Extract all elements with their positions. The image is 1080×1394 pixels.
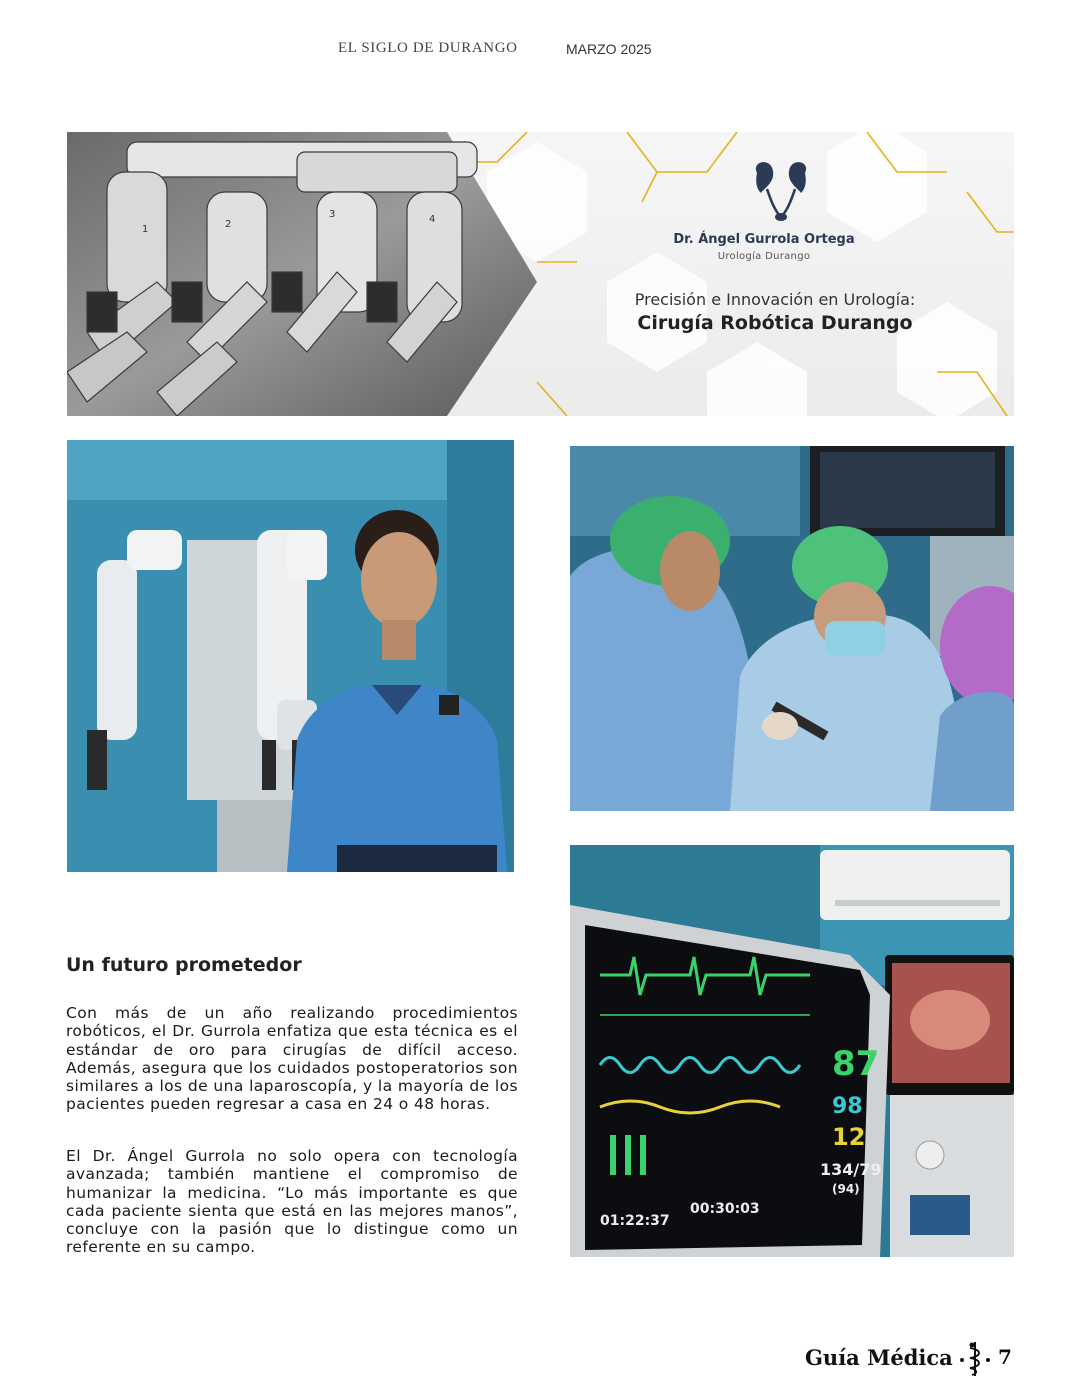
banner — [67, 132, 1014, 416]
resp-value: 12 — [832, 1123, 866, 1151]
page-number: 7 — [998, 1345, 1012, 1369]
photo-surgeons — [570, 446, 1014, 811]
map-value: (94) — [832, 1182, 860, 1196]
article-paragraph: El Dr. Ángel Gurrola no solo opera con tecnología avanzada; también mantiene el compromiso de humanizar la medicina. “Lo más importante es que cada paciente sienta que está en las mejores manos”, concluye con la pasión que lo distingue como un referente en su campo. — [66, 1147, 518, 1257]
banner-tagline: Precisión e Innovación en Urología: — [634, 290, 916, 309]
robot-arm-number: 3 — [329, 209, 336, 220]
monitor-timer: 00:30:03 — [690, 1201, 760, 1217]
article-paragraph: Con más de un año realizando procedimientos robóticos, el Dr. Gurrola enfatiza que esta técnica es el estándar de oro para cirugías de difícil acceso. Además, asegura que los cuidados postoperatorios son similares a los de una laparoscopía, y la mayoría de los pacientes pueden regresar a casa en 24 o 48 horas. — [66, 1004, 518, 1114]
header-date: MARZO 2025 — [566, 41, 652, 57]
header-publication: EL SIGLO DE DURANGO — [338, 40, 518, 56]
footer-brand: Guía Médica — [805, 1345, 953, 1370]
photo-patient-monitor — [570, 845, 1014, 1257]
banner-headline: Cirugía Robótica Durango — [637, 312, 913, 334]
brand-subtitle: Urología Durango — [717, 251, 811, 262]
photo-doctor-robot — [67, 440, 514, 872]
section-title: Un futuro prometedor — [66, 954, 302, 976]
robot-arm-number: 4 — [429, 214, 436, 225]
robot-arm-number: 2 — [225, 219, 232, 230]
banner-graphic — [67, 132, 1014, 416]
caduceus-icon — [958, 1340, 992, 1378]
heart-rate-value: 87 — [832, 1044, 880, 1084]
bp-value: 134/79 — [820, 1160, 882, 1179]
spo2-value: 98 — [832, 1094, 863, 1119]
robot-arm-number: 1 — [142, 224, 149, 235]
monitor-timer: 01:22:37 — [600, 1213, 670, 1229]
brand-name: Dr. Ángel Gurrola Ortega — [673, 232, 855, 247]
